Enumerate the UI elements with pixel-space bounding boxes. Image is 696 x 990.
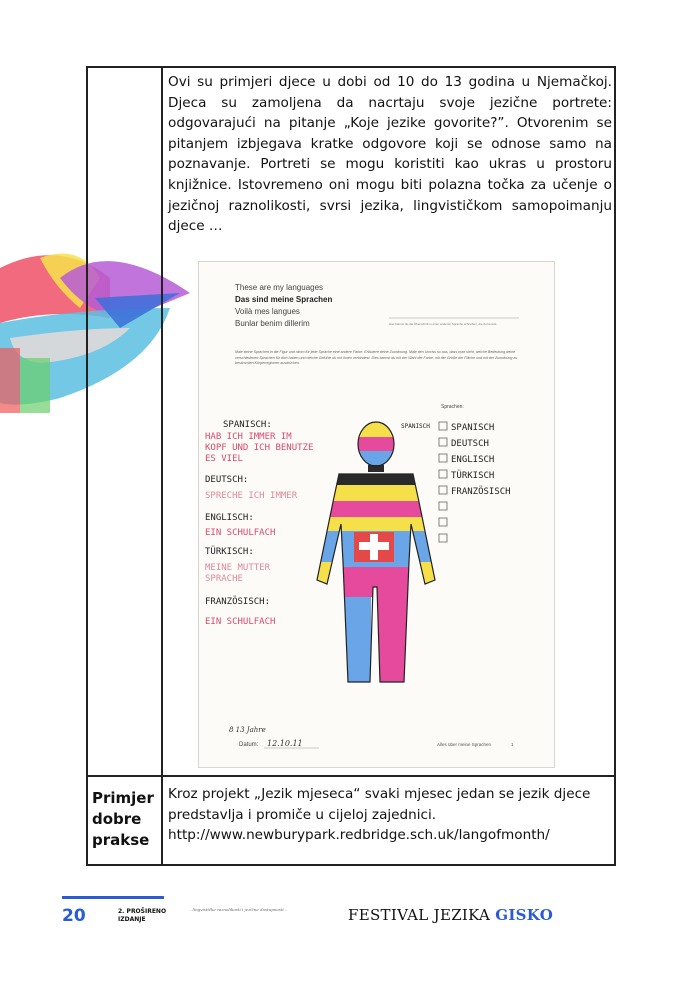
note-text-spanisch-3: ES VIEL — [205, 454, 243, 464]
festival-prefix: FESTIVAL JEZIKA — [348, 906, 496, 924]
note-lang-turkisch: TÜRKISCH: — [205, 547, 254, 557]
festival-accent: GISKO — [495, 906, 554, 924]
portrait-sheet — [199, 262, 554, 767]
note-lang-spanisch: SPANISCH: — [223, 420, 272, 430]
sheet-title-de: Das sind meine Sprachen — [235, 295, 333, 304]
sheet-side-note: Hier kannst du die Überschrift in einer anderen Sprache schreiben, die du kennst. — [389, 322, 498, 326]
footer-handwriting: ..lingvističke raznolikosti i jezične dostupnosti .. — [190, 907, 288, 912]
sheet-instructions: Male deine Sprachen in die Figur und nimm für jede Sprache eine andere Farbe. Erläutere deine Zuordnung. Male den Umriss so aus, dass man sieht, welche Bedeutung deine verschiedenen Sprachen für dich haben und welche Gefühle du mit ihnen verbindest. Dies kannst du mit der Wahl der Farbe, mit der Größe der Fläche und mit der Zuordnung zu bestimmten Körperregionen ausdrücken. — [235, 350, 518, 366]
checklist-item-5: FRANZÖSISCH — [451, 487, 511, 497]
content-table — [86, 66, 616, 866]
sheet-age: 8 13 Jahre — [229, 726, 266, 734]
note-lang-deutsch: DEUTSCH: — [205, 475, 249, 485]
sheet-title-en: These are my languages — [235, 283, 324, 292]
description-paragraph: Ovi su primjeri djece u dobi od 10 do 13 godina u Njemačkoj. Djeca su zamoljena da nacrtaju svoje jezične portrete: odgovarajući na pitanje „Koje jezike govorite?”. Otvorenim se pitanjem izbjegava kratke odgovore koji se odnose samo na poznavanje. Portreti se mogu koristiti kao ukras u prostoru knjižnice. Istovremeno oni mogu biti polazna točka za učenje o jezičnoj raznolikosti, svrsi jezika, lingvističkom samopoimanju djece … — [168, 74, 612, 235]
sheet-title-tr: Bunlar benim dillerim — [235, 319, 310, 328]
checklist-item-4: TÜRKISCH — [451, 471, 495, 481]
language-portrait-drawing — [198, 261, 555, 768]
festival-title — [348, 906, 553, 924]
note-text-deutsch: SPRECHE ICH IMMER — [205, 491, 298, 501]
edition-line: 2. PROŠIRENO — [118, 908, 167, 915]
note-text-spanisch-1: HAB ICH IMMER IM — [205, 432, 292, 442]
footer-accent-line — [62, 896, 164, 899]
table-column-divider — [161, 68, 163, 864]
sheet-date-label: Datum: — [239, 742, 259, 748]
note-text-englisch: EIN SCHULFACH — [205, 528, 276, 538]
sheet-page: 1 — [511, 742, 514, 747]
practice-label-line: prakse — [92, 831, 150, 849]
note-lang-englisch: ENGLISCH: — [205, 513, 254, 523]
edition-label — [118, 908, 166, 924]
page-number: 20 — [62, 906, 86, 926]
checklist-item-1: SPANISCH — [451, 423, 495, 433]
practice-label-line: Primjer — [92, 789, 154, 807]
sprachen-label: Sprachen: — [441, 404, 464, 410]
practice-text: Kroz projekt „Jezik mjeseca“ svaki mjesec jedan se jezik djece predstavlja i promiče u cijeloj zajednici. http://www.newburypark.redbridge.sch.uk/langofmonth/ — [168, 786, 591, 844]
table-row-divider — [88, 775, 614, 777]
checklist-item-2: DEUTSCH — [451, 439, 489, 449]
sheet-title-fr: Voilà mes langues — [235, 307, 300, 316]
note-text-spanisch-2: KOPF UND ICH BENUTZE — [205, 443, 314, 453]
note-text-franzosisch: EIN SCHULFACH — [205, 617, 276, 627]
edition-line: IZDANJE — [118, 916, 146, 923]
practice-label — [92, 788, 160, 851]
figure-label-spanisch: SPANISCH — [401, 423, 430, 430]
note-lang-franzosisch: FRANZÖSISCH: — [205, 597, 271, 607]
checklist-item-3: ENGLISCH — [451, 455, 495, 465]
colored-figure — [309, 417, 449, 687]
sheet-date: 12.10.11 — [267, 739, 303, 748]
note-text-turkisch-2: SPRACHE — [205, 574, 243, 584]
practice-label-line: dobre — [92, 810, 142, 828]
sheet-footer-text: Alles über meine Sprachen — [437, 742, 492, 747]
note-text-turkisch-1: MEINE MUTTER — [205, 563, 271, 573]
